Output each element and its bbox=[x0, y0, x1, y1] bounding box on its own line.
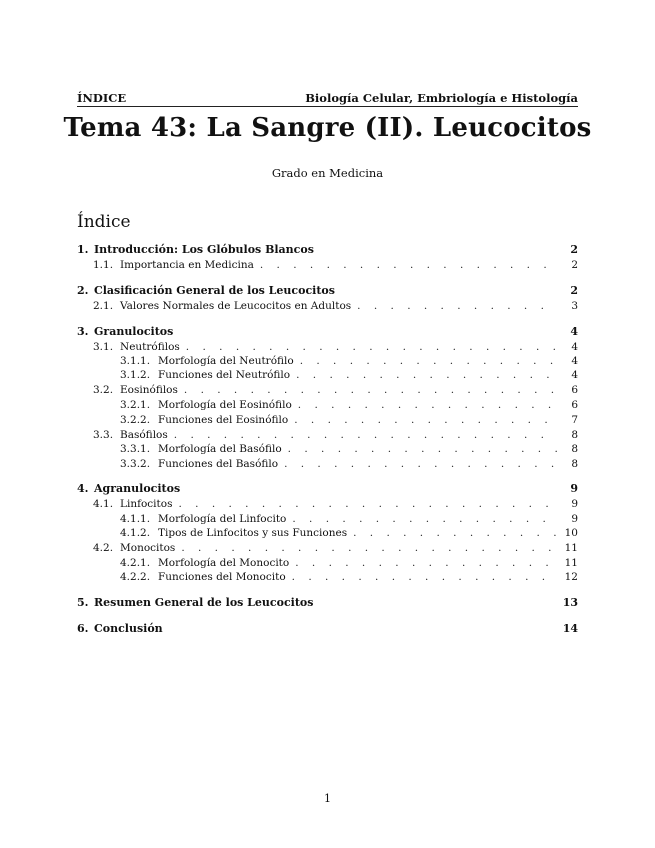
toc-subsection-entry[interactable] bbox=[77, 383, 578, 397]
toc-entry-number: 3.1.1. bbox=[120, 355, 151, 367]
toc-entry-label[interactable]: Eosinófilos bbox=[120, 384, 178, 396]
toc-entry-label[interactable]: Funciones del Neutrófilo bbox=[158, 369, 291, 381]
toc-dot-leader bbox=[292, 570, 558, 584]
toc-entry-number: 3.2.2. bbox=[120, 414, 151, 426]
toc-entry-number: 4.1.2. bbox=[120, 527, 151, 539]
running-header bbox=[77, 89, 578, 107]
toc-subsubsection-entry[interactable] bbox=[77, 570, 578, 584]
toc-subsubsection-entry[interactable] bbox=[77, 368, 578, 382]
toc-entry-label[interactable]: Morfología del Basófilo bbox=[158, 443, 282, 455]
toc-entry-label[interactable]: Basófilos bbox=[120, 429, 168, 441]
toc-dot-leader bbox=[292, 512, 558, 526]
toc-entry-label[interactable]: Funciones del Eosinófilo bbox=[158, 414, 289, 426]
toc-dot-leader bbox=[298, 398, 558, 412]
toc-section-entry[interactable] bbox=[77, 622, 578, 636]
toc-subsubsection-entry[interactable] bbox=[77, 398, 578, 412]
toc-dot-leader bbox=[295, 556, 558, 570]
toc-entry-page: 9 bbox=[570, 482, 578, 495]
toc-entry-number: 4.1. bbox=[93, 498, 114, 510]
toc-subsubsection-entry[interactable] bbox=[77, 526, 578, 540]
toc-subsubsection-entry[interactable] bbox=[77, 556, 578, 570]
toc-entry-label[interactable]: Granulocitos bbox=[94, 325, 174, 338]
toc-entry-number: 2.1. bbox=[93, 300, 114, 312]
toc-entry-page: 6 bbox=[571, 399, 578, 411]
toc-dot-leader bbox=[296, 368, 558, 382]
toc-entry-page: 4 bbox=[571, 341, 578, 353]
toc-section-entry[interactable] bbox=[77, 596, 578, 610]
toc-entry-number: 4.2.1. bbox=[120, 557, 151, 569]
toc-entry-page: 9 bbox=[571, 498, 578, 510]
toc-section-entry[interactable] bbox=[77, 243, 578, 257]
toc-entry-page: 3 bbox=[571, 300, 578, 312]
toc-entry-page: 2 bbox=[570, 243, 578, 256]
toc-entry-label[interactable]: Linfocitos bbox=[120, 498, 173, 510]
document-subtitle: Grado en Medicina bbox=[271, 166, 384, 180]
toc-entry-number: 4.1.1. bbox=[120, 513, 151, 525]
toc-entry-label[interactable]: Morfología del Linfocito bbox=[158, 513, 287, 525]
toc-heading: Índice bbox=[77, 212, 131, 232]
toc-entry-number: 3.2. bbox=[93, 384, 114, 396]
toc-subsubsection-entry[interactable] bbox=[77, 457, 578, 471]
toc-entry-number: 5. bbox=[77, 596, 89, 609]
header-right: Biología Celular, Embriología e Histología bbox=[305, 91, 578, 105]
toc-subsection-entry[interactable] bbox=[77, 299, 578, 313]
toc-entry-number: 3.2.1. bbox=[120, 399, 151, 411]
toc-entry-number: 3.1. bbox=[93, 341, 114, 353]
toc-subsubsection-entry[interactable] bbox=[77, 512, 578, 526]
toc-dot-leader bbox=[184, 383, 558, 397]
toc-dot-leader bbox=[288, 442, 558, 456]
toc-entry-label[interactable]: Morfología del Monocito bbox=[158, 557, 290, 569]
toc-dot-leader bbox=[284, 457, 558, 471]
toc-entry-label[interactable]: Tipos de Linfocitos y sus Funciones bbox=[158, 527, 348, 539]
toc-entry-page: 8 bbox=[571, 443, 578, 455]
toc-entry-number: 4.2. bbox=[93, 542, 114, 554]
toc-dot-leader bbox=[186, 340, 558, 354]
toc-entry-label[interactable]: Morfología del Neutrófilo bbox=[158, 355, 294, 367]
toc-entry-page: 6 bbox=[571, 384, 578, 396]
toc-entry-number: 4. bbox=[77, 482, 89, 495]
toc-dot-leader bbox=[178, 497, 558, 511]
toc-subsubsection-entry[interactable] bbox=[77, 442, 578, 456]
toc-entry-label[interactable]: Importancia en Medicina bbox=[120, 259, 254, 271]
toc-subsection-entry[interactable] bbox=[77, 258, 578, 272]
toc-entry-page: 4 bbox=[570, 325, 578, 338]
toc-section-entry[interactable] bbox=[77, 482, 578, 496]
toc-subsection-entry[interactable] bbox=[77, 541, 578, 555]
toc-entry-page: 2 bbox=[571, 259, 578, 271]
toc-dot-leader bbox=[357, 299, 558, 313]
toc-entry-page: 4 bbox=[571, 369, 578, 381]
toc-entry-page: 11 bbox=[564, 557, 578, 569]
toc-entry-page: 10 bbox=[564, 527, 578, 539]
toc-entry-number: 1.1. bbox=[93, 259, 114, 271]
toc-entry-page: 8 bbox=[571, 429, 578, 441]
toc-entry-label[interactable]: Agranulocitos bbox=[94, 482, 181, 495]
toc-entry-label[interactable]: Morfología del Eosinófilo bbox=[158, 399, 292, 411]
toc-entry-number: 3.3. bbox=[93, 429, 114, 441]
toc-entry-label[interactable]: Conclusión bbox=[94, 622, 163, 635]
toc-subsubsection-entry[interactable] bbox=[77, 354, 578, 368]
toc-entry-label[interactable]: Clasificación General de los Leucocitos bbox=[94, 284, 335, 297]
toc-entry-number: 3.3.2. bbox=[120, 458, 151, 470]
toc-entry-label[interactable]: Introducción: Los Glóbulos Blancos bbox=[94, 243, 314, 256]
toc-entry-number: 2. bbox=[77, 284, 89, 297]
toc-entry-label[interactable]: Funciones del Basófilo bbox=[158, 458, 279, 470]
toc-entry-number: 4.2.2. bbox=[120, 571, 151, 583]
toc-entry-label[interactable]: Funciones del Monocito bbox=[158, 571, 286, 583]
toc-entry-page: 4 bbox=[571, 355, 578, 367]
toc-entry-page: 2 bbox=[570, 284, 578, 297]
toc-entry-label[interactable]: Resumen General de los Leucocitos bbox=[94, 596, 314, 609]
toc-subsection-entry[interactable] bbox=[77, 340, 578, 354]
header-left: ÍNDICE bbox=[77, 91, 127, 105]
toc-dot-leader bbox=[353, 526, 558, 540]
toc-entry-page: 14 bbox=[562, 622, 578, 635]
toc-entry-label[interactable]: Valores Normales de Leucocitos en Adultos bbox=[120, 300, 352, 312]
toc-dot-leader bbox=[294, 413, 558, 427]
toc-subsubsection-entry[interactable] bbox=[77, 413, 578, 427]
document-title: Tema 43: La Sangre (II). Leucocitos bbox=[63, 113, 592, 143]
toc-dot-leader bbox=[260, 258, 558, 272]
toc-entry-number: 3.1.2. bbox=[120, 369, 151, 381]
toc-entry-page: 12 bbox=[564, 571, 578, 583]
toc-entry-page: 9 bbox=[571, 513, 578, 525]
toc-dot-leader bbox=[300, 354, 558, 368]
toc-entry-page: 11 bbox=[564, 542, 578, 554]
toc-section-entry[interactable] bbox=[77, 284, 578, 298]
toc-entry-label[interactable]: Monocitos bbox=[120, 542, 176, 554]
toc-dot-leader bbox=[174, 428, 558, 442]
toc-section-entry[interactable] bbox=[77, 325, 578, 339]
toc-dot-leader bbox=[181, 541, 558, 555]
toc-entry-number: 3.3.1. bbox=[120, 443, 151, 455]
toc-entry-label[interactable]: Neutrófilos bbox=[120, 341, 180, 353]
toc-subsection-entry[interactable] bbox=[77, 497, 578, 511]
toc-entry-page: 13 bbox=[562, 596, 578, 609]
toc-entry-page: 7 bbox=[571, 414, 578, 426]
toc-entry-number: 3. bbox=[77, 325, 89, 338]
toc-entry-page: 8 bbox=[571, 458, 578, 470]
page-number: 1 bbox=[324, 792, 331, 805]
toc-subsection-entry[interactable] bbox=[77, 428, 578, 442]
toc-entry-number: 1. bbox=[77, 243, 89, 256]
toc-entry-number: 6. bbox=[77, 622, 89, 635]
